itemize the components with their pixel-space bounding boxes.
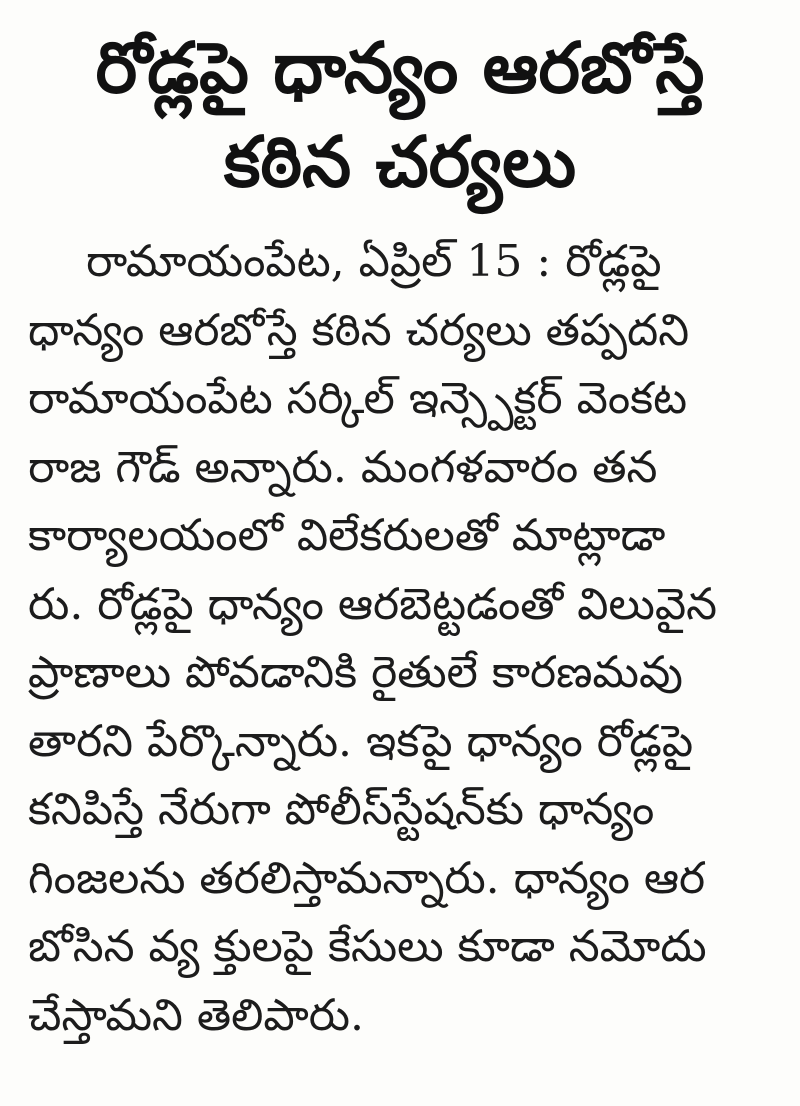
article-line: రాజ గౌడ్ అన్నారు. మంగళవారం తన [28, 441, 658, 493]
article-line: బోసిన వ్య క్తులపై కేసులు కూడా నమోదు [28, 921, 707, 972]
article-line: కనిపిస్తే నేరుగా పోలీస్‌స్టేషన్‌కు ధాన్యం [28, 784, 655, 835]
article-line: కార్యాలయంలో విలేకరులతో మాట్లాడా [28, 510, 666, 561]
article-line: రామాయంపేట సర్కిల్ ఇన్స్పెక్టర్ వెంకట [28, 373, 688, 424]
article-line: ధాన్యం ఆరబోస్తే కఠిన చర్యలు తప్పదని [28, 304, 690, 356]
headline-line-2: కఠిన చర్యలు [223, 121, 577, 203]
article-line: చేస్తామని తెలిపారు. [28, 989, 365, 1041]
article-line: ప్రాణాలు పోవడానికి రైతులే కారణమవు [28, 647, 683, 698]
headline-line-1: రోడ్లపై ధాన్యం ఆరబోస్తే [95, 27, 705, 109]
article-line: తారని పేర్కొన్నారు. ఇకపై ధాన్యం రోడ్లపై [28, 715, 694, 767]
article-line: రు. రోడ్లపై ధాన్యం ఆరబెట్టడంతో విలువైన [28, 578, 718, 630]
article-line: రామాయంపేట, ఏప్రిల్ 15 : రోడ్లపై [86, 236, 662, 287]
article-body [28, 228, 800, 1050]
article-line: గింజలను తరలిస్తామన్నారు. ధాన్యం ఆర [28, 852, 706, 904]
